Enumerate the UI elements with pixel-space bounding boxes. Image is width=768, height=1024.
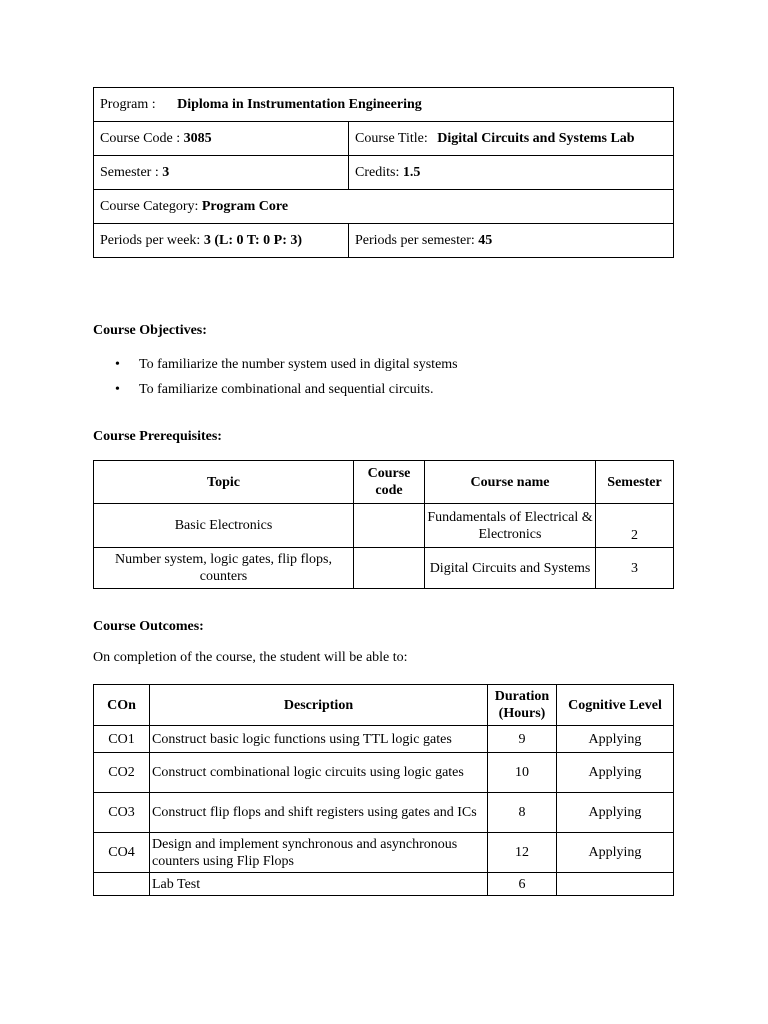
outcomes-intro: On completion of the course, the student will be able to: [93,650,408,665]
course-code-label: Course Code : [100,130,181,146]
header-topic: Topic [94,461,354,504]
topic-cell: Number system, logic gates, flip flops, counters [94,548,354,589]
periods-week-label: Periods per week: [100,232,201,248]
table-row [94,793,674,833]
topic-cell: Basic Electronics [94,504,354,548]
table-row [94,504,674,548]
header-description: Description [150,685,488,726]
header-semester: Semester [596,461,674,504]
course-title-value: Digital Circuits and Systems Lab [437,130,635,146]
category-value: Program Core [201,198,289,214]
duration-cell: 12 [488,833,557,873]
con-cell: CO4 [94,833,150,873]
con-cell [94,873,150,896]
semester-value: 3 [162,164,170,180]
con-cell: CO2 [94,753,150,793]
periods-week-value: 3 (L: 0 T: 0 P: 3) [203,232,303,248]
course-info-table [93,87,674,258]
credits-label: Credits: [355,164,400,180]
name-cell: Digital Circuits and Systems [425,548,596,589]
prerequisites-table [93,460,674,589]
objectives-heading: Course Objectives: [93,323,207,338]
course-code-value: 3085 [183,130,212,146]
description-cell: Design and implement synchronous and asynchronous counters using Flip Flops [150,833,488,873]
table-header-row [94,685,674,726]
bullet-icon: • [115,357,120,372]
outcomes-heading: Course Outcomes: [93,619,204,634]
table-row [94,726,674,753]
header-course-name: Course name [425,461,596,504]
table-row [94,873,674,896]
objectives-list [93,356,693,406]
level-cell: Applying [557,793,674,833]
con-cell: CO1 [94,726,150,753]
code-cell [354,504,425,548]
duration-cell: 10 [488,753,557,793]
course-title-cell [349,122,674,156]
prerequisites-heading: Course Prerequisites: [93,429,222,444]
code-cell [354,548,425,589]
description-cell: Lab Test [150,873,488,896]
bullet-icon: • [115,382,120,397]
duration-cell: 9 [488,726,557,753]
description-cell: Construct combinational logic circuits using logic gates [150,753,488,793]
name-cell: Fundamentals of Electrical & Electronics [425,504,596,548]
program-label: Program : [100,96,156,112]
periods-week-cell [94,224,349,258]
level-cell: Applying [557,753,674,793]
program-cell [94,88,674,122]
level-cell [557,873,674,896]
level-cell: Applying [557,726,674,753]
objective-text: To familiarize combinational and sequential circuits. [139,382,434,397]
header-duration: Duration (Hours) [488,685,557,726]
course-title-label: Course Title: [355,130,428,146]
semester-cell [94,156,349,190]
table-row [94,753,674,793]
course-code-cell [94,122,349,156]
periods-semester-label: Periods per semester: [355,232,475,248]
header-cognitive-level: Cognitive Level [557,685,674,726]
semester-cell: 2 [596,504,674,548]
outcomes-table [93,684,674,896]
description-cell: Construct basic logic functions using TTL logic gates [150,726,488,753]
periods-semester-value: 45 [478,232,493,248]
credits-cell [349,156,674,190]
header-con: COn [94,685,150,726]
header-course-code: Course code [354,461,425,504]
list-item [93,356,693,381]
category-label: Course Category: [100,198,199,214]
con-cell: CO3 [94,793,150,833]
table-header-row [94,461,674,504]
list-item [93,381,693,406]
table-row [94,548,674,589]
table-row [94,833,674,873]
semester-label: Semester : [100,164,159,180]
program-value: Diploma in Instrumentation Engineering [177,96,422,112]
category-cell [94,190,674,224]
level-cell: Applying [557,833,674,873]
description-cell: Construct flip flops and shift registers using gates and ICs [150,793,488,833]
periods-semester-cell [349,224,674,258]
duration-cell: 6 [488,873,557,896]
credits-value: 1.5 [402,164,421,180]
semester-cell: 3 [596,548,674,589]
objective-text: To familiarize the number system used in digital systems [139,357,458,372]
duration-cell: 8 [488,793,557,833]
